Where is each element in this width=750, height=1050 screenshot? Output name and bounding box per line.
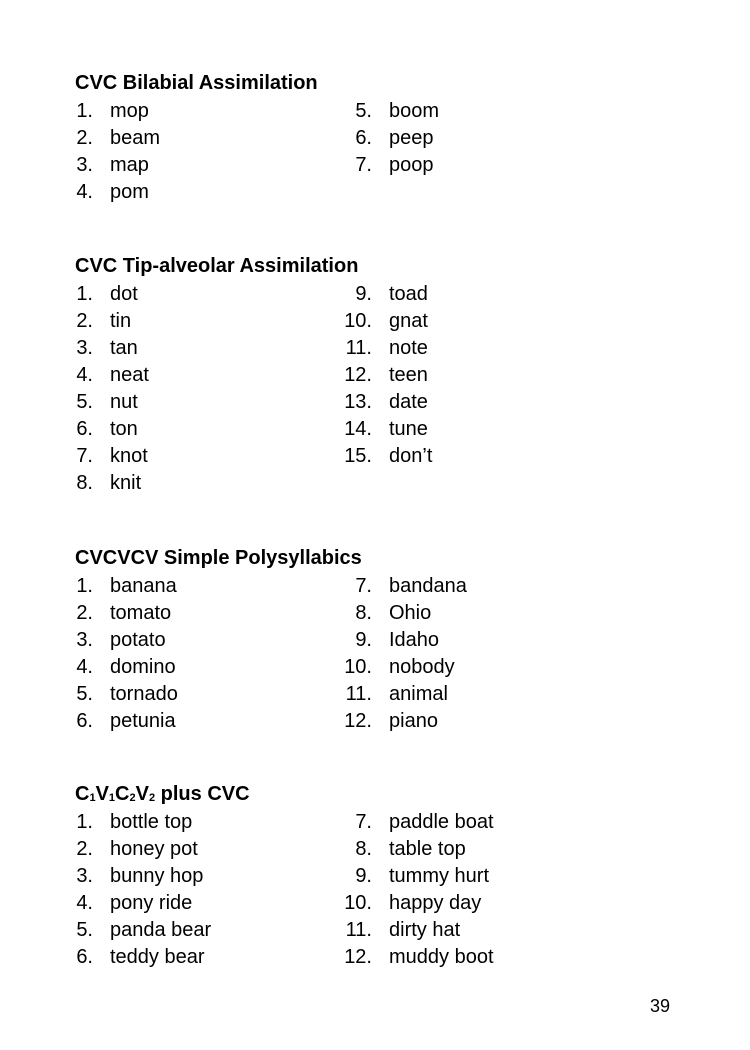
list-item — [75, 98, 160, 125]
item-number: 6. — [76, 946, 93, 968]
item-word: banana — [110, 575, 177, 597]
item-number: 10. — [344, 310, 372, 332]
item-word: peep — [389, 127, 434, 149]
item-word: bunny hop — [110, 865, 204, 887]
item-number: 1. — [76, 575, 93, 597]
item-number: 7. — [76, 445, 93, 467]
list-item — [340, 281, 432, 308]
section-heading: CVC Tip-alveolar Assimilation — [75, 255, 359, 277]
list-item — [75, 917, 211, 944]
item-number: 7. — [355, 811, 372, 833]
item-word: nut — [110, 391, 138, 413]
item-word: neat — [110, 364, 149, 386]
list-item — [75, 573, 178, 600]
list-item — [75, 863, 211, 890]
heading-subscript: 2 — [148, 792, 156, 804]
item-word: ton — [110, 418, 138, 440]
left-column — [75, 809, 211, 971]
left-column — [75, 573, 178, 735]
item-number: 3. — [76, 865, 93, 887]
list-item — [340, 443, 432, 470]
item-number: 2. — [76, 838, 93, 860]
item-word: note — [389, 337, 428, 359]
item-word: honey pot — [110, 838, 198, 860]
list-item — [75, 708, 178, 735]
list-item — [340, 308, 432, 335]
item-number: 5. — [355, 100, 372, 122]
item-number: 11. — [345, 919, 372, 941]
heading-part: C — [75, 783, 90, 805]
item-number: 4. — [76, 656, 93, 678]
item-word: don’t — [389, 445, 433, 467]
section-heading: CVCVCV Simple Polysyllabics — [75, 547, 362, 569]
item-number: 8. — [355, 838, 372, 860]
item-word: bandana — [389, 575, 467, 597]
item-word: beam — [110, 127, 161, 149]
item-word: teen — [389, 364, 428, 386]
list-item — [75, 389, 149, 416]
section-heading: CVC Bilabial Assimilation — [75, 72, 318, 94]
item-word: dot — [110, 283, 138, 305]
item-number: 11. — [345, 337, 372, 359]
item-number: 12. — [344, 364, 372, 386]
item-word: tomato — [110, 602, 172, 624]
item-word: table top — [389, 838, 466, 860]
item-number: 1. — [76, 811, 93, 833]
list-item — [340, 335, 432, 362]
item-word: poop — [389, 154, 434, 176]
item-number: 8. — [355, 602, 372, 624]
left-column — [75, 281, 149, 497]
list-item — [340, 681, 467, 708]
item-word: tin — [110, 310, 132, 332]
item-number: 15. — [344, 445, 372, 467]
list-item — [75, 281, 149, 308]
item-word: date — [389, 391, 428, 413]
item-number: 10. — [344, 656, 372, 678]
item-word: muddy boot — [389, 946, 494, 968]
item-number: 10. — [344, 892, 372, 914]
list-item — [75, 308, 149, 335]
list-item — [75, 809, 211, 836]
item-number: 4. — [76, 364, 93, 386]
item-word: Idaho — [389, 629, 440, 651]
item-word: dirty hat — [389, 919, 461, 941]
item-word: bottle top — [110, 811, 193, 833]
item-number: 3. — [76, 629, 93, 651]
item-word: tune — [389, 418, 428, 440]
list-item — [75, 836, 211, 863]
list-item — [340, 809, 494, 836]
item-word: domino — [110, 656, 176, 678]
item-number: 3. — [76, 337, 93, 359]
list-item — [75, 681, 178, 708]
list-item — [340, 98, 439, 125]
item-word: tan — [110, 337, 138, 359]
item-number: 5. — [76, 391, 93, 413]
item-number: 6. — [76, 710, 93, 732]
list-item — [75, 600, 178, 627]
item-number: 2. — [76, 602, 93, 624]
item-word: animal — [389, 683, 448, 705]
item-number: 9. — [355, 283, 372, 305]
heading-part: V — [135, 783, 149, 805]
section-polysyllabics — [75, 546, 675, 732]
list-item — [75, 443, 149, 470]
list-item — [340, 917, 494, 944]
item-word: piano — [389, 710, 438, 732]
list-item — [340, 362, 432, 389]
list-item — [340, 944, 494, 971]
heading-part: V — [95, 783, 109, 805]
right-column — [340, 281, 432, 470]
item-word: gnat — [389, 310, 428, 332]
list-item — [340, 708, 467, 735]
list-item — [340, 152, 439, 179]
item-number: 7. — [355, 575, 372, 597]
section-heading — [75, 782, 675, 809]
item-number: 2. — [76, 127, 93, 149]
item-number: 8. — [76, 472, 93, 494]
section-tip-alveolar — [75, 254, 675, 494]
item-word: mop — [110, 100, 149, 122]
item-number: 5. — [76, 683, 93, 705]
item-word: tummy hurt — [389, 865, 490, 887]
right-column — [340, 98, 439, 179]
list-item — [340, 863, 494, 890]
item-word: petunia — [110, 710, 176, 732]
item-word: panda bear — [110, 919, 212, 941]
heading-subscript: 1 — [108, 792, 116, 804]
list-item — [340, 654, 467, 681]
section-bilabial — [75, 71, 675, 203]
list-item — [340, 627, 467, 654]
item-number: 14. — [344, 418, 372, 440]
list-item — [75, 179, 160, 206]
heading-part: C — [115, 783, 130, 805]
list-item — [75, 470, 149, 497]
section-cvcv-plus-cvc — [75, 782, 675, 968]
list-item — [340, 125, 439, 152]
item-word: happy day — [389, 892, 482, 914]
item-word: knit — [110, 472, 142, 494]
item-word: potato — [110, 629, 166, 651]
item-word: pom — [110, 181, 149, 203]
list-item — [75, 125, 160, 152]
list-item — [75, 416, 149, 443]
list-item — [340, 890, 494, 917]
item-number: 9. — [355, 629, 372, 651]
right-column — [340, 573, 467, 735]
page-number: 39 — [650, 996, 671, 1016]
item-number: 6. — [355, 127, 372, 149]
item-number: 9. — [355, 865, 372, 887]
list-item — [75, 944, 211, 971]
item-word: boom — [389, 100, 440, 122]
item-word: knot — [110, 445, 148, 467]
item-number: 13. — [344, 391, 372, 413]
list-item — [75, 890, 211, 917]
list-item — [340, 836, 494, 863]
item-number: 12. — [344, 710, 372, 732]
heading-part: plus CVC — [155, 783, 250, 805]
list-item — [75, 362, 149, 389]
item-word: Ohio — [389, 602, 432, 624]
item-word: teddy bear — [110, 946, 205, 968]
list-item — [340, 600, 467, 627]
list-item — [75, 335, 149, 362]
item-number: 5. — [76, 919, 93, 941]
item-number: 4. — [76, 181, 93, 203]
item-word: tornado — [110, 683, 178, 705]
item-number: 6. — [76, 418, 93, 440]
item-number: 1. — [76, 100, 93, 122]
list-item — [340, 389, 432, 416]
item-number: 4. — [76, 892, 93, 914]
item-word: map — [110, 154, 149, 176]
list-item — [75, 152, 160, 179]
item-number: 11. — [345, 683, 372, 705]
heading-subscript: 1 — [89, 792, 96, 804]
item-word: toad — [389, 283, 428, 305]
item-number: 7. — [355, 154, 372, 176]
item-number: 12. — [344, 946, 372, 968]
list-item — [340, 573, 467, 600]
heading-subscript: 2 — [129, 792, 136, 804]
item-number: 1. — [76, 283, 93, 305]
list-item — [75, 627, 178, 654]
list-item — [75, 654, 178, 681]
right-column — [340, 809, 494, 971]
item-number: 3. — [76, 154, 93, 176]
item-word: nobody — [389, 656, 455, 678]
item-word: paddle boat — [389, 811, 494, 833]
item-number: 2. — [76, 310, 93, 332]
left-column — [75, 98, 160, 206]
item-word: pony ride — [110, 892, 193, 914]
list-item — [340, 416, 432, 443]
